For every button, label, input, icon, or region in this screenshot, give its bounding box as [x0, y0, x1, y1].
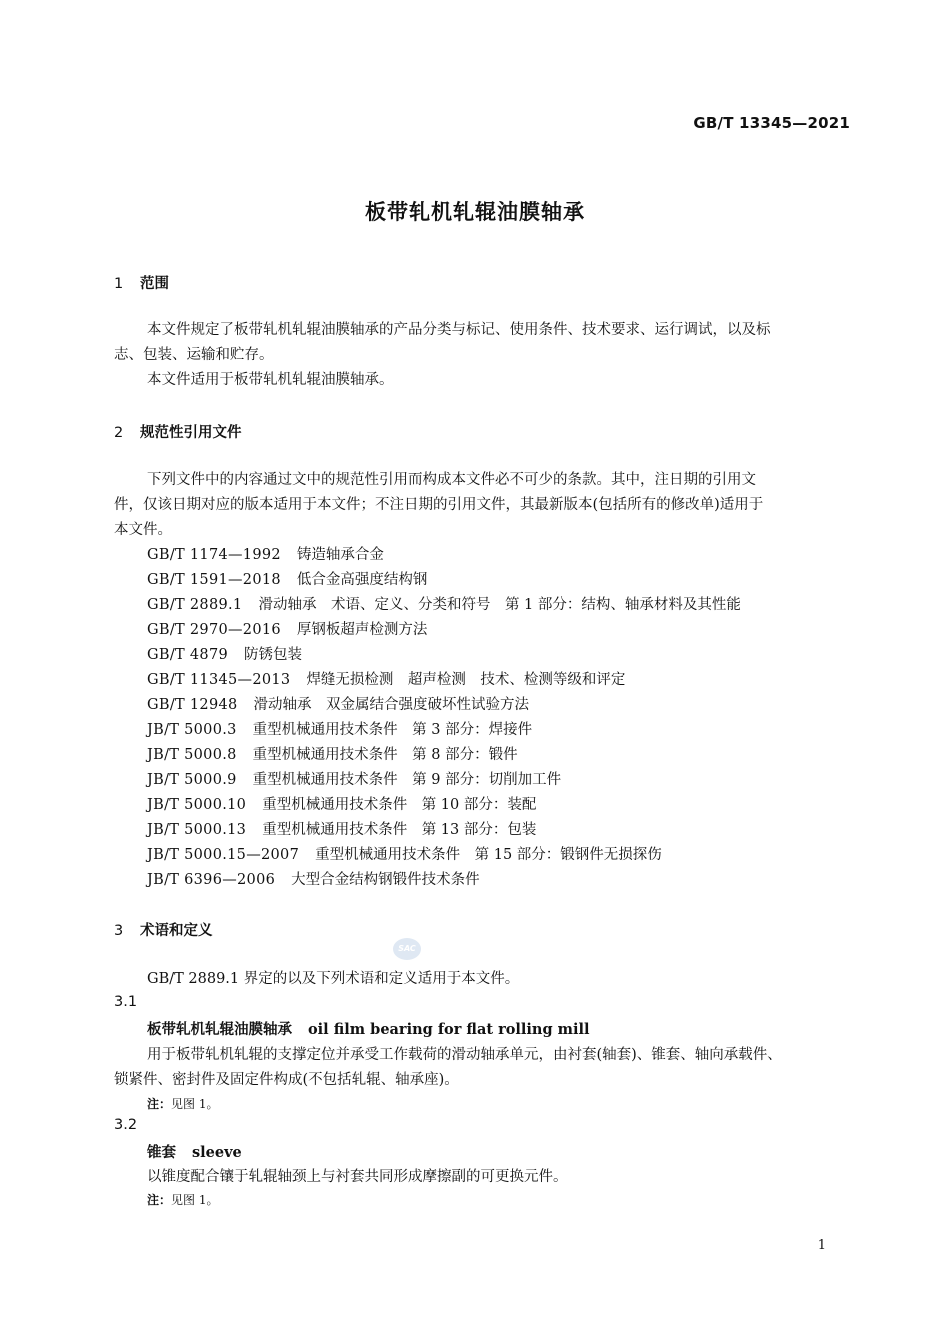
section-1-heading	[114, 272, 169, 293]
reference-item	[147, 593, 741, 618]
reference-code: JB/T 5000.15—2007	[147, 847, 300, 863]
section-title: 规范性引用文件	[140, 425, 242, 441]
page-number: 1	[817, 1238, 826, 1253]
reference-item	[147, 543, 384, 568]
term-name-en: oil film bearing for flat rolling mill	[308, 1021, 590, 1038]
sac-watermark-icon: SAC	[393, 938, 421, 960]
standard-code: GB/T 13345—2021	[693, 114, 850, 132]
text-line: 本文件适用于板带轧机轧辊油膜轴承。	[147, 372, 394, 388]
reference-item	[147, 618, 427, 643]
reference-code: JB/T 5000.3	[147, 722, 237, 738]
section-1-scope-paragraph	[114, 318, 850, 343]
term-definition: 以锥度配合镶于轧辊轴颈上与衬套共同形成摩擦副的可更换元件。	[147, 1169, 568, 1185]
reference-code: JB/T 5000.10	[147, 797, 247, 813]
term-name-en: sleeve	[192, 1144, 242, 1161]
reference-title: 重型机械通用技术条件 第 9 部分：切削加工件	[252, 772, 562, 788]
reference-code: GB/T 12948	[147, 697, 238, 713]
terms-intro: GB/T 2889.1 界定的以及下列术语和定义适用于本文件。	[147, 971, 520, 987]
reference-item	[147, 743, 518, 768]
reference-item	[147, 793, 536, 818]
reference-code: GB/T 2889.1	[147, 597, 243, 613]
term-name	[147, 1018, 590, 1039]
reference-title: 重型机械通用技术条件 第 10 部分：装配	[262, 797, 537, 813]
section-number: 3	[114, 923, 124, 939]
reference-title: 滑动轴承 术语、定义、分类和符号 第 1 部分：结构、轴承材料及其性能	[258, 597, 741, 613]
text-line: 本文件。	[114, 522, 172, 538]
reference-item	[147, 868, 480, 893]
reference-title: 重型机械通用技术条件 第 8 部分：锻件	[252, 747, 518, 763]
reference-title: 重型机械通用技术条件 第 3 部分：焊接件	[252, 722, 533, 738]
text-line: 本文件规定了板带轧机轧辊油膜轴承的产品分类与标记、使用条件、技术要求、运行调试，以及标	[147, 322, 771, 338]
note-label: 注：	[147, 1193, 172, 1207]
reference-code: JB/T 6396—2006	[147, 872, 276, 888]
reference-code: GB/T 1174—1992	[147, 547, 281, 563]
reference-title: 重型机械通用技术条件 第 13 部分：包装	[262, 822, 537, 838]
reference-item	[147, 768, 561, 793]
term-number: 3.1	[114, 994, 138, 1010]
reference-item	[147, 818, 536, 843]
term-number: 3.2	[114, 1117, 138, 1133]
note-label: 注：	[147, 1097, 172, 1111]
term-name-zh: 锥套	[147, 1145, 176, 1161]
term-definition: 用于板带轧机轧辊的支撑定位并承受工作载荷的滑动轴承单元，由衬套(轴套)、锥套、轴向承载件、	[147, 1047, 782, 1063]
reference-title: 防锈包装	[244, 647, 303, 663]
reference-title: 大型合金结构钢锻件技术条件	[291, 872, 480, 888]
reference-item	[147, 668, 625, 693]
reference-item	[147, 718, 532, 743]
reference-code: JB/T 5000.13	[147, 822, 247, 838]
reference-title: 厚钢板超声检测方法	[296, 622, 428, 638]
reference-title: 滑动轴承 双金属结合强度破坏性试验方法	[253, 697, 530, 713]
reference-item	[147, 568, 427, 593]
reference-title: 焊缝无损检测 超声检测 技术、检测等级和评定	[306, 672, 626, 688]
reference-item	[147, 693, 529, 718]
term-note	[147, 1191, 218, 1208]
reference-code: JB/T 5000.8	[147, 747, 237, 763]
text-line: 下列文件中的内容通过文中的规范性引用而构成本文件必不可少的条款。其中，注日期的引用文	[147, 472, 756, 488]
section-title: 术语和定义	[140, 923, 213, 939]
note-text: 见图 1。	[171, 1193, 219, 1207]
section-title: 范围	[140, 276, 169, 292]
section-number: 2	[114, 425, 124, 441]
term-definition: 锁紧件、密封件及固定件构成(不包括轧辊、轴承座)。	[114, 1072, 459, 1088]
section-number: 1	[114, 276, 124, 292]
reference-title: 重型机械通用技术条件 第 15 部分：锻钢件无损探伤	[315, 847, 662, 863]
section-2-heading	[114, 421, 242, 442]
reference-code: GB/T 4879	[147, 647, 229, 663]
document-title: 板带轧机轧辊油膜轴承	[365, 200, 585, 224]
term-name-zh: 板带轧机轧辊油膜轴承	[147, 1022, 292, 1038]
reference-item	[147, 843, 662, 868]
term-name	[147, 1141, 242, 1162]
reference-code: GB/T 2970—2016	[147, 622, 281, 638]
reference-title: 铸造轴承合金	[296, 547, 384, 563]
reference-item	[147, 643, 302, 668]
text-line: 志、包装、运输和贮存。	[114, 347, 274, 363]
reference-code: GB/T 1591—2018	[147, 572, 281, 588]
reference-code: JB/T 5000.9	[147, 772, 237, 788]
section-3-heading	[114, 919, 213, 940]
term-note	[147, 1095, 218, 1112]
text-line: 件，仅该日期对应的版本适用于本文件；不注日期的引用文件，其最新版本(包括所有的修改单)适用于	[114, 497, 764, 513]
reference-code: GB/T 11345—2013	[147, 672, 291, 688]
reference-title: 低合金高强度结构钢	[296, 572, 428, 588]
note-text: 见图 1。	[171, 1097, 219, 1111]
